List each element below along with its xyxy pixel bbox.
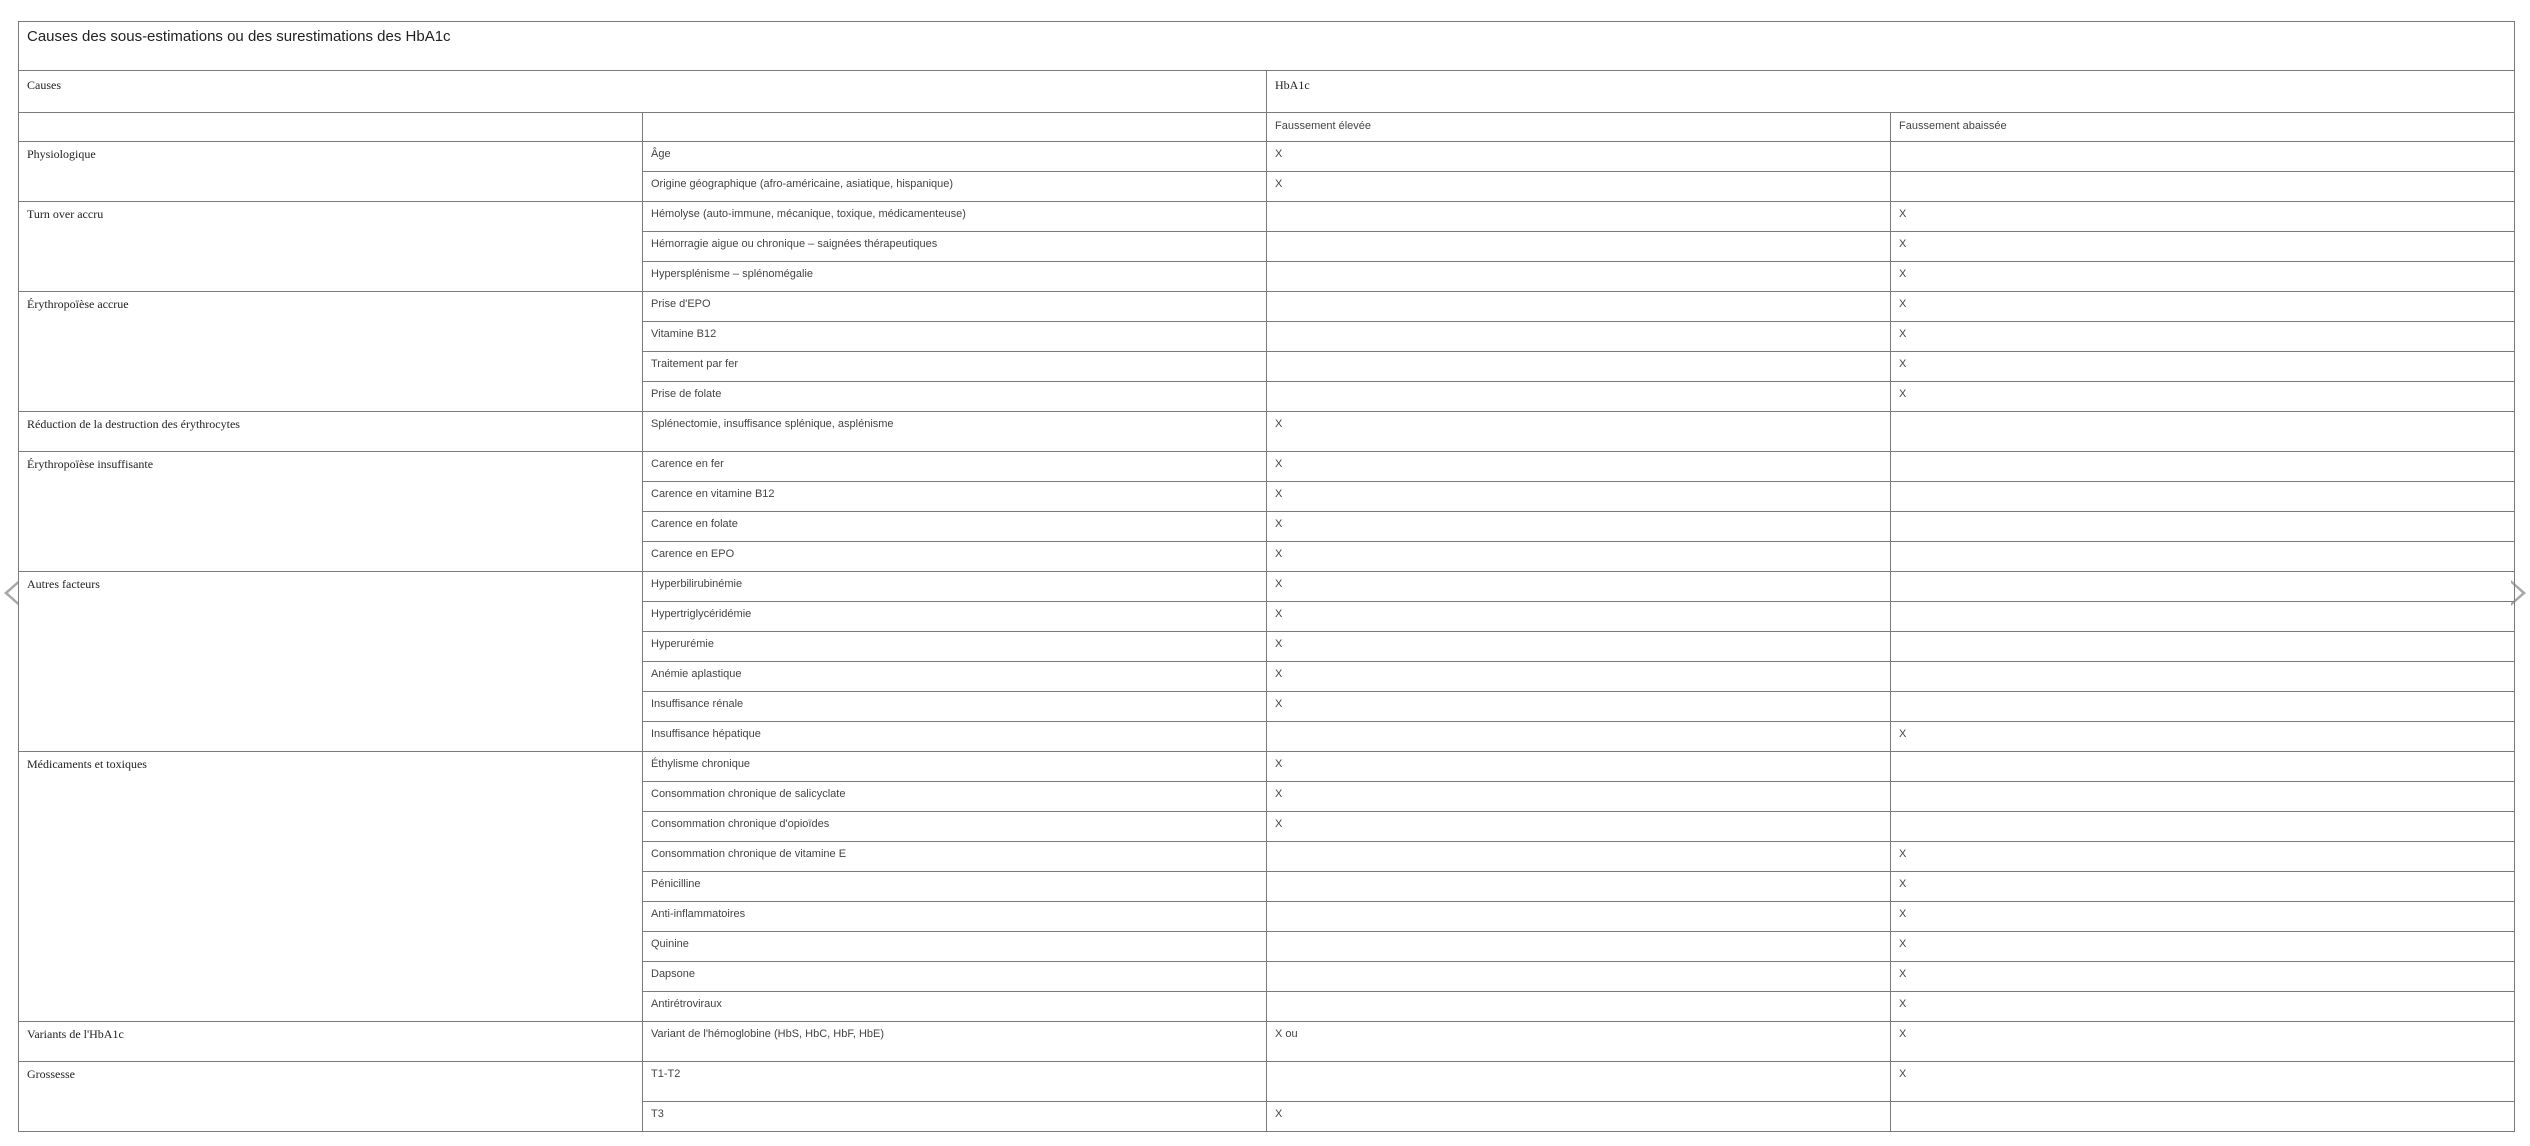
header-empty-cause [19, 113, 643, 142]
factor-cell: T3 [643, 1102, 1267, 1132]
header-causes: Causes [19, 71, 1267, 113]
factor-cell: Variant de l'hémoglobine (HbS, HbC, HbF, HbE) [643, 1022, 1267, 1062]
factor-cell: Splénectomie, insuffisance splénique, asplénisme [643, 412, 1267, 452]
elevated-cell: X [1267, 752, 1891, 782]
lowered-cell: X [1891, 842, 2515, 872]
elevated-cell [1267, 262, 1891, 292]
cause-cell: Réduction de la destruction des érythrocytes [19, 412, 643, 452]
header-empty-factor [643, 113, 1267, 142]
factor-cell: T1-T2 [643, 1062, 1267, 1102]
elevated-cell: X [1267, 452, 1891, 482]
elevated-cell: X [1267, 172, 1891, 202]
factor-cell: Pénicilline [643, 872, 1267, 902]
elevated-cell: X [1267, 542, 1891, 572]
factor-cell: Hypertriglycéridémie [643, 602, 1267, 632]
lowered-cell: X [1891, 232, 2515, 262]
lowered-cell [1891, 632, 2515, 662]
lowered-cell [1891, 482, 2515, 512]
elevated-cell [1267, 1062, 1891, 1102]
factor-cell: Insuffisance hépatique [643, 722, 1267, 752]
lowered-cell [1891, 542, 2515, 572]
elevated-cell: X [1267, 782, 1891, 812]
lowered-cell: X [1891, 352, 2515, 382]
lowered-cell: X [1891, 382, 2515, 412]
chevron-left-icon[interactable] [4, 580, 19, 606]
elevated-cell [1267, 932, 1891, 962]
lowered-cell: X [1891, 1022, 2515, 1062]
lowered-cell [1891, 752, 2515, 782]
elevated-cell [1267, 902, 1891, 932]
factor-cell: Anti-inflammatoires [643, 902, 1267, 932]
hba1c-causes-table [18, 21, 2515, 1132]
lowered-cell [1891, 172, 2515, 202]
cause-cell: Érythropoïèse accrue [19, 292, 643, 412]
factor-cell: Prise de folate [643, 382, 1267, 412]
cause-cell: Variants de l'HbA1c [19, 1022, 643, 1062]
factor-cell: Hyperbilirubinémie [643, 572, 1267, 602]
cause-cell: Physiologique [19, 142, 643, 202]
lowered-cell: X [1891, 262, 2515, 292]
table-title: Causes des sous-estimations ou des surestimations des HbA1c [19, 22, 2515, 71]
factor-cell: Anémie aplastique [643, 662, 1267, 692]
cause-cell: Médicaments et toxiques [19, 752, 643, 1022]
lowered-cell: X [1891, 1062, 2515, 1102]
table-row [19, 412, 2515, 452]
lowered-cell [1891, 512, 2515, 542]
header-hba1c: HbA1c [1267, 71, 2515, 113]
factor-cell: Carence en EPO [643, 542, 1267, 572]
elevated-cell: X [1267, 572, 1891, 602]
factor-cell: Consommation chronique de salicyclate [643, 782, 1267, 812]
elevated-cell [1267, 722, 1891, 752]
factor-cell: Carence en folate [643, 512, 1267, 542]
factor-cell: Âge [643, 142, 1267, 172]
lowered-cell: X [1891, 872, 2515, 902]
table-row [19, 142, 2515, 172]
header-elevated: Faussement élevée [1267, 113, 1891, 142]
lowered-cell: X [1891, 932, 2515, 962]
elevated-cell [1267, 962, 1891, 992]
elevated-cell: X [1267, 632, 1891, 662]
cause-cell: Grossesse [19, 1062, 643, 1132]
elevated-cell [1267, 292, 1891, 322]
cause-cell: Érythropoïèse insuffisante [19, 452, 643, 572]
lowered-cell [1891, 1102, 2515, 1132]
table-row [19, 1022, 2515, 1062]
header-lowered: Faussement abaissée [1891, 113, 2515, 142]
factor-cell: Antirétroviraux [643, 992, 1267, 1022]
lowered-cell [1891, 572, 2515, 602]
table-row [19, 1062, 2515, 1102]
lowered-cell: X [1891, 722, 2515, 752]
elevated-cell: X [1267, 482, 1891, 512]
lowered-cell [1891, 142, 2515, 172]
lowered-cell [1891, 452, 2515, 482]
elevated-cell: X [1267, 812, 1891, 842]
lowered-cell: X [1891, 292, 2515, 322]
lowered-cell: X [1891, 902, 2515, 932]
factor-cell: Insuffisance rénale [643, 692, 1267, 722]
table-row [19, 752, 2515, 782]
factor-cell: Carence en vitamine B12 [643, 482, 1267, 512]
factor-cell: Carence en fer [643, 452, 1267, 482]
table-row [19, 452, 2515, 482]
elevated-cell [1267, 232, 1891, 262]
factor-cell: Vitamine B12 [643, 322, 1267, 352]
elevated-cell [1267, 992, 1891, 1022]
factor-cell: Hypersplénisme – splénomégalie [643, 262, 1267, 292]
cause-cell: Autres facteurs [19, 572, 643, 752]
elevated-cell: X [1267, 512, 1891, 542]
factor-cell: Traitement par fer [643, 352, 1267, 382]
factor-cell: Hémorragie aigue ou chronique – saignées thérapeutiques [643, 232, 1267, 262]
lowered-cell [1891, 692, 2515, 722]
lowered-cell: X [1891, 992, 2515, 1022]
elevated-cell: X [1267, 602, 1891, 632]
lowered-cell [1891, 412, 2515, 452]
lowered-cell: X [1891, 322, 2515, 352]
lowered-cell: X [1891, 962, 2515, 992]
factor-cell: Éthylisme chronique [643, 752, 1267, 782]
lowered-cell [1891, 812, 2515, 842]
elevated-cell [1267, 352, 1891, 382]
lowered-cell [1891, 782, 2515, 812]
elevated-cell [1267, 842, 1891, 872]
lowered-cell [1891, 602, 2515, 632]
table-row [19, 292, 2515, 322]
table-row [19, 572, 2515, 602]
factor-cell: Origine géographique (afro-américaine, asiatique, hispanique) [643, 172, 1267, 202]
factor-cell: Dapsone [643, 962, 1267, 992]
factor-cell: Hémolyse (auto-immune, mécanique, toxique, médicamenteuse) [643, 202, 1267, 232]
lowered-cell [1891, 662, 2515, 692]
factor-cell: Consommation chronique de vitamine E [643, 842, 1267, 872]
elevated-cell: X [1267, 1102, 1891, 1132]
factor-cell: Consommation chronique d'opioïdes [643, 812, 1267, 842]
table-row [19, 202, 2515, 232]
factor-cell: Hyperurémie [643, 632, 1267, 662]
elevated-cell: X [1267, 412, 1891, 452]
factor-cell: Prise d'EPO [643, 292, 1267, 322]
elevated-cell [1267, 872, 1891, 902]
lowered-cell: X [1891, 202, 2515, 232]
elevated-cell [1267, 202, 1891, 232]
factor-cell: Quinine [643, 932, 1267, 962]
elevated-cell [1267, 382, 1891, 412]
elevated-cell [1267, 322, 1891, 352]
elevated-cell: X ou [1267, 1022, 1891, 1062]
cause-cell: Turn over accru [19, 202, 643, 292]
elevated-cell: X [1267, 662, 1891, 692]
elevated-cell: X [1267, 692, 1891, 722]
elevated-cell: X [1267, 142, 1891, 172]
